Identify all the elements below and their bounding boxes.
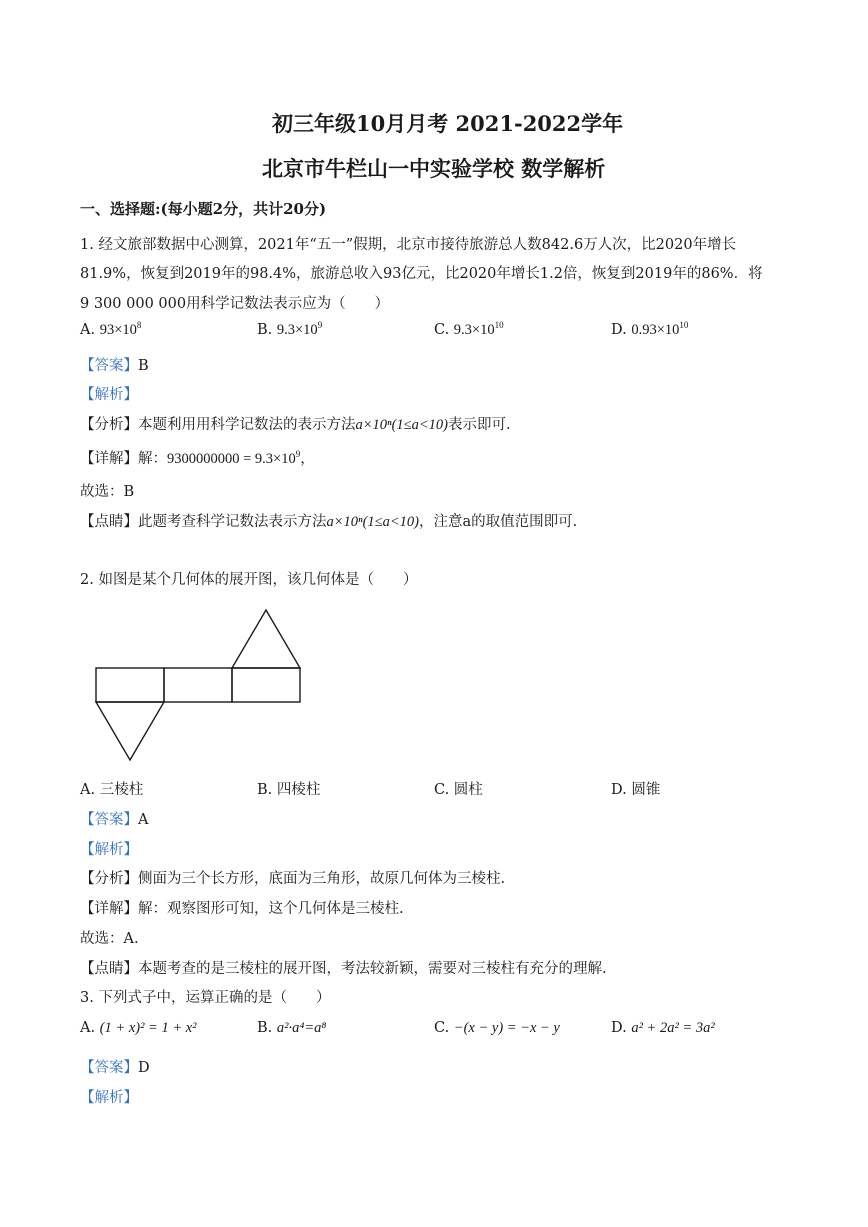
- answer-tag: 【答案】: [80, 358, 138, 374]
- net-triangle-bottom: [96, 702, 164, 760]
- q2-fenxi: 【分析】侧面为三个长方形，底面为三角形，故原几何体为三棱柱.: [80, 871, 506, 887]
- q2-option-a: A. 三棱柱: [80, 782, 144, 798]
- q1-stem-line2: 81.9%，恢复到2019年的98.4%，旅游总收入93亿元，比2020年增长1.2倍，恢复到2019年的86%．将: [80, 266, 763, 282]
- option-formula: $0.93\times 10^{10}$: [631, 320, 689, 338]
- xiangjie-formula: $9300000000 = 9.3\times 10^9$: [167, 449, 301, 467]
- q2-guxuan: 故选：A.: [80, 931, 139, 947]
- q2-answer: [80, 808, 148, 829]
- net-triangle-top: [232, 610, 300, 668]
- q1-option-b: [257, 322, 322, 339]
- q2-xiangjie: 【详解】解：观察图形可知，这个几何体是三棱柱.: [80, 901, 404, 917]
- dianjing-post: ，注意a的取值范围即可.: [419, 514, 578, 530]
- fenxi-tag: 【分析】: [80, 417, 138, 433]
- q1-option-d: [611, 322, 688, 339]
- q2-dianjing: 【点睛】本题考查的是三棱柱的展开图，考法较新颖，需要对三棱柱有充分的理解.: [80, 961, 607, 977]
- q2-option-b: B. 四棱柱: [257, 782, 321, 798]
- q3-option-a: A. (1 + x)² = 1 + x²: [80, 1020, 197, 1036]
- q1-answer: [80, 354, 149, 375]
- q3-option-b: B. a²·a⁴=a⁸: [257, 1020, 327, 1036]
- fenxi-formula: a×10ⁿ(1≤a<10): [355, 417, 449, 433]
- q2-stem: 2. 如图是某个几何体的展开图，该几何体是（ ）: [80, 572, 418, 588]
- option-label: D.: [611, 322, 627, 338]
- q3-option-c: C. −(x − y) = −x − y: [434, 1020, 560, 1036]
- option-label: A.: [80, 322, 96, 338]
- fenxi-text: 本题利用用科学记数法的表示方法: [138, 417, 356, 433]
- dianjing-tag: 【点睛】: [80, 514, 138, 530]
- q2-option-c: C. 圆柱: [434, 782, 483, 798]
- answer-tag: 【答案】: [80, 1060, 138, 1076]
- q1-stem-line3: 9 300 000 000用科学记数法表示应为（ ）: [80, 296, 390, 312]
- xiangjie-text: 解：: [138, 451, 167, 467]
- option-label: B.: [257, 322, 273, 338]
- q1-option-c: [434, 322, 504, 339]
- q1-analysis-tag: 【解析】: [80, 387, 138, 403]
- q3-option-d: D. a² + 2a² = 3a²: [611, 1020, 715, 1036]
- net-rectangle-2: [164, 668, 232, 702]
- q1-stem-line1: 1. 经文旅部数据中心测算，2021年“五一”假期，北京市接待旅游总人数842.6万人次，比2020年增长: [80, 237, 737, 253]
- page-title-line1: 初三年级10月月考 2021-2022学年: [272, 111, 624, 136]
- q1-fenxi: [80, 413, 511, 434]
- net-rectangle-3: [232, 668, 300, 702]
- answer-tag: 【答案】: [80, 812, 138, 828]
- q1-xiangjie: [80, 447, 315, 468]
- q1-dianjing: [80, 510, 577, 531]
- section-heading: 一、选择题:(每小题2分，共计20分): [80, 200, 327, 218]
- prism-net-figure: [92, 600, 322, 770]
- q3-answer: [80, 1056, 150, 1077]
- fenxi-text-post: 表示即可.: [448, 417, 511, 433]
- q2-analysis-tag: 【解析】: [80, 842, 138, 858]
- xiangjie-post: ，: [300, 451, 315, 467]
- option-formula: $93\times 10^8$: [99, 320, 142, 338]
- dianjing-text: 此题考查科学记数法表示方法: [138, 514, 327, 530]
- answer-value: B: [138, 358, 149, 374]
- answer-value: A: [138, 812, 149, 828]
- page-title-line2: 北京市牛栏山一中实验学校 数学解析: [262, 156, 606, 181]
- q1-option-a: [80, 322, 141, 339]
- answer-value: D: [138, 1060, 150, 1076]
- q2-option-d: D. 圆锥: [611, 782, 661, 798]
- option-formula: $9.3\times 10^9$: [276, 320, 323, 338]
- q1-guxuan: 故选：B: [80, 484, 135, 500]
- xiangjie-tag: 【详解】: [80, 451, 138, 467]
- option-label: C.: [434, 322, 450, 338]
- q3-stem: 3. 下列式子中，运算正确的是（ ）: [80, 990, 331, 1006]
- q3-analysis-tag: 【解析】: [80, 1090, 138, 1106]
- net-rectangle-1: [96, 668, 164, 702]
- option-formula: $9.3\times 10^{10}$: [453, 320, 504, 338]
- dianjing-formula: a×10ⁿ(1≤a<10): [326, 514, 420, 530]
